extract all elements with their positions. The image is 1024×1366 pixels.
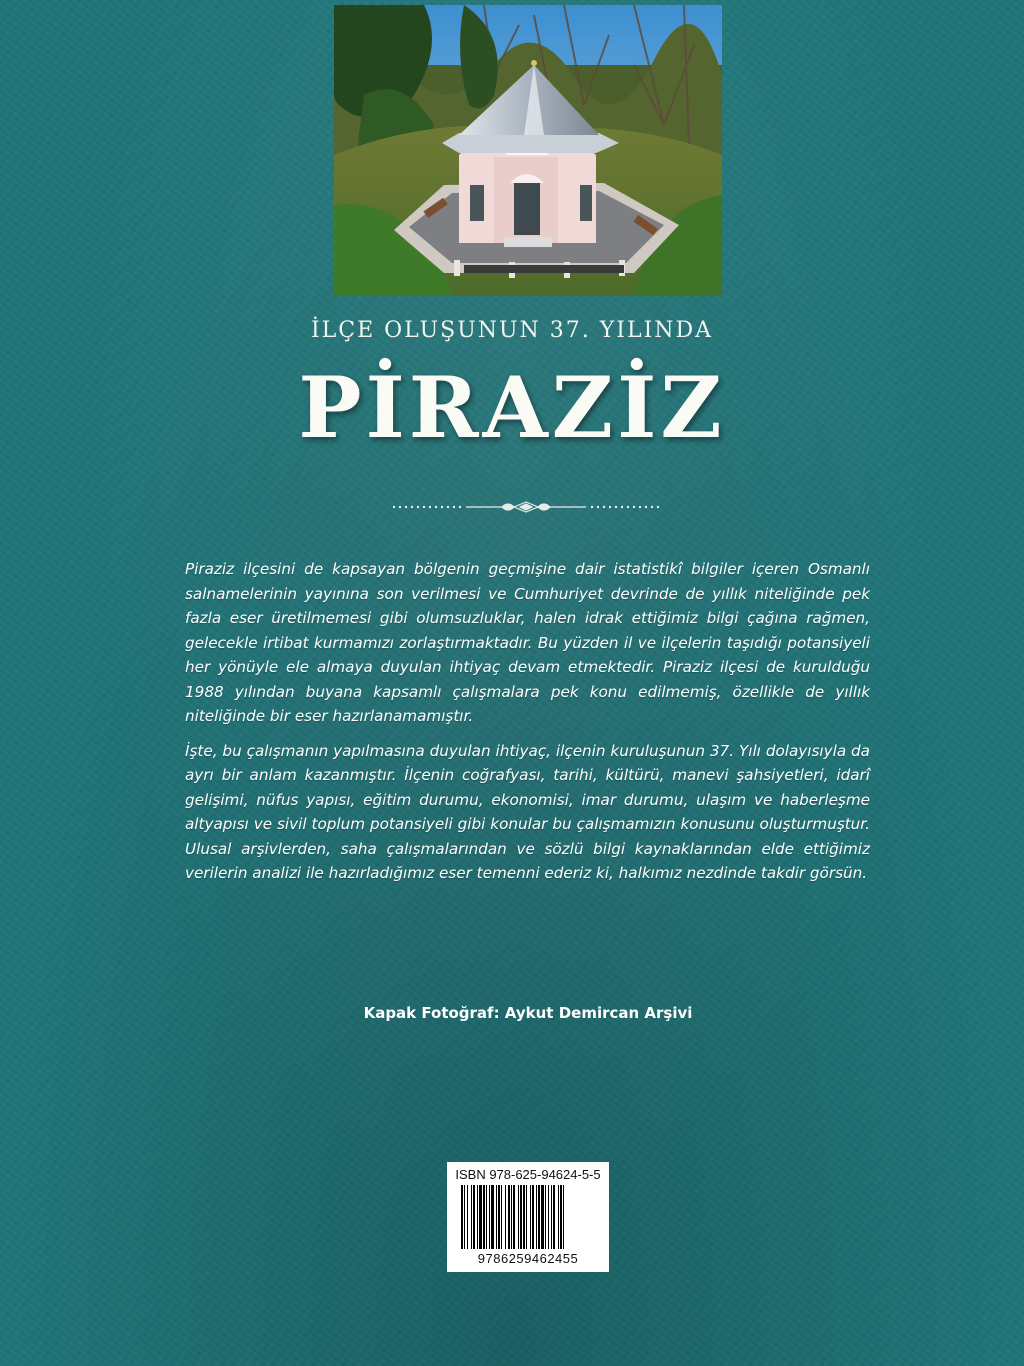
barcode-bar bbox=[523, 1185, 525, 1249]
cover-subtitle: İLÇE OLUŞUNUN 37. YILINDA bbox=[310, 318, 714, 343]
barcode-bar bbox=[545, 1185, 546, 1249]
isbn-label: ISBN 978-625-94624-5-5 bbox=[455, 1167, 601, 1182]
barcode-bar bbox=[498, 1185, 500, 1249]
barcode-bar bbox=[560, 1185, 562, 1249]
barcode-bar bbox=[530, 1185, 531, 1249]
isbn-barcode bbox=[447, 1162, 609, 1272]
barcode-bar bbox=[467, 1185, 468, 1249]
barcode-bar bbox=[486, 1185, 487, 1249]
barcode-bar bbox=[548, 1185, 549, 1249]
barcode-bar bbox=[461, 1185, 463, 1249]
barcode-bar bbox=[471, 1185, 472, 1249]
photo-credit: Kapak Fotoğraf: Aykut Demircan Arşivi bbox=[363, 1004, 693, 1022]
barcode-bar bbox=[541, 1185, 544, 1249]
barcode-bar bbox=[464, 1185, 465, 1249]
back-cover-text bbox=[185, 557, 870, 896]
cover-photo bbox=[334, 5, 722, 296]
paragraph-2: İşte, bu çalışmanın yapılmasına duyulan ihtiyaç, ilçenin kuruluşunun 37. Yılı dolayısıyla da ayrı bir anlam kazanmıştır. İlçenin coğrafyası, tarihi, kültürü, manevi şahsiyetleri, idarî gelişimi, nüfus yapısı, eğitim durumu, ekonomisi, imar durumu, ulaşım ve haberleşme altyapısı ve sivil toplum potansiyeli gibi konular bu çalışmamızın konusunu oluşturmuştur. Ulusal arşivlerden, saha çalışmalarından ve sözlü bilgi kaynaklarından elde ettiğimiz verilerin analizi ile hazırladığımız eser temenni ederiz ki, halkımız nezdinde takdir görsün. bbox=[185, 741, 870, 882]
ean-digits: 9786259462455 bbox=[477, 1251, 579, 1266]
barcode-bar bbox=[491, 1185, 494, 1249]
barcode-bar bbox=[496, 1185, 497, 1249]
barcode-bar bbox=[513, 1185, 515, 1249]
barcode-bar bbox=[563, 1185, 564, 1249]
barcode-bar bbox=[520, 1185, 522, 1249]
barcode-bar bbox=[511, 1185, 512, 1249]
cover-title: PİRAZİZ bbox=[298, 358, 726, 457]
barcode-bar bbox=[526, 1185, 527, 1249]
paragraph-1: Piraziz ilçesini de kapsayan bölgenin geçmişine dair istatistikî bilgiler içeren Osmanlı salnamelerinin yayınına son verilmesi ve Cumhuriyet devrinde de yıllık niteliğinde pek fazla eser üretilmemesi gibi olumsuzluklar, halen idrak ettiğimiz bilgi çağına rağmen, gelecekle irtibat kurmamızı zorlaştırmaktadır. Bu yüzden il ve ilçelerin taşıdığı potansiyeli her yönüyle ele almaya duyulan ihtiyaç devam etmektedir. Piraziz ilçesi de kurulduğu 1988 yılından buyana kapsamlı çalışmalara pek konu edilmemiş, özellikle de yıllık niteliğinde bir eser hazırlanamamıştır. bbox=[185, 560, 870, 725]
barcode-bar bbox=[508, 1185, 510, 1249]
barcode-bar bbox=[532, 1185, 534, 1249]
barcode-bar bbox=[473, 1185, 475, 1249]
barcode-bar bbox=[551, 1185, 552, 1249]
barcode-bar bbox=[477, 1185, 478, 1249]
barcode-bar bbox=[501, 1185, 502, 1249]
barcode-bar bbox=[518, 1185, 519, 1249]
decorative-divider bbox=[390, 499, 662, 515]
barcode-bar bbox=[505, 1185, 506, 1249]
barcode-bar bbox=[483, 1185, 485, 1249]
barcode-bar bbox=[538, 1185, 540, 1249]
barcode-bar bbox=[489, 1185, 490, 1249]
barcode-icon bbox=[461, 1185, 595, 1249]
barcode-bar bbox=[536, 1185, 537, 1249]
barcode-bar bbox=[558, 1185, 559, 1249]
barcode-bar bbox=[553, 1185, 555, 1249]
barcode-bar bbox=[479, 1185, 482, 1249]
